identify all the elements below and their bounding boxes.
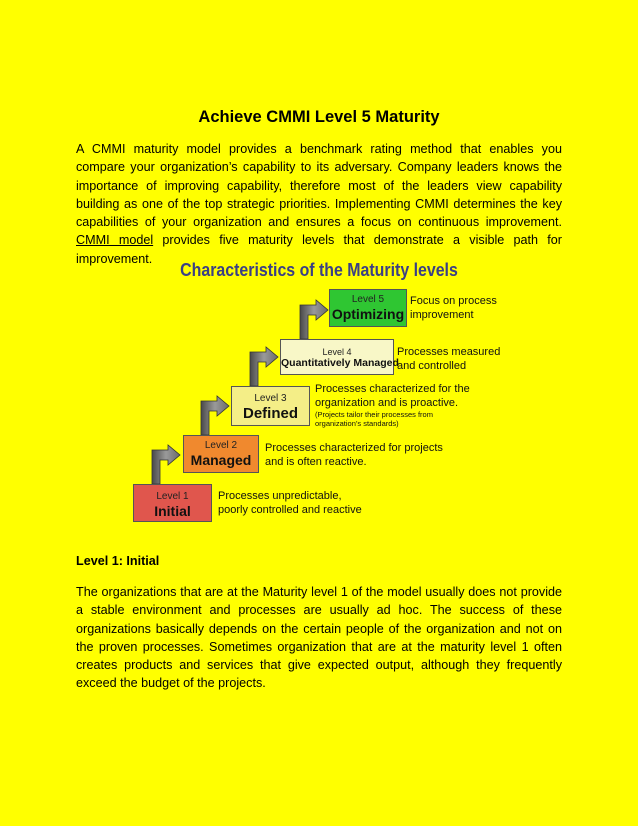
level-4-description: Processes measured and controlled: [397, 346, 501, 372]
diagram-title: Characteristics of the Maturity levels: [180, 259, 458, 280]
level-5-box: [329, 289, 407, 327]
step-up-arrow-icon: [250, 347, 278, 386]
level-3-note-cont: organization’s standards): [315, 419, 399, 428]
level-number: Level 5: [351, 294, 385, 305]
step-up-arrow-icon: [300, 300, 328, 339]
intro-text: A CMMI maturity model provides a benchmark rating method that enables you compare your organization’s capability to its adversary. Company leaders knows the importance of improving capability, therefore most of the leaders view capability building as one of the top strategic priorities. Implementing CMMI determines the key capabilities of your organization and ensures a focus on continuous improvement.: [76, 142, 562, 230]
level-number: Level 1: [156, 491, 189, 502]
level-name: Managed: [190, 452, 252, 468]
level-4-box: [280, 339, 399, 375]
section-heading: Level 1: Initial: [76, 554, 160, 568]
level-number: Level 3: [254, 393, 287, 404]
step-up-arrow-icon: [152, 445, 180, 484]
level-2-description: Processes characterized for projects and is often reactive.: [265, 442, 443, 468]
level-name: Quantitatively Managed: [281, 357, 399, 369]
intro-paragraph: [76, 140, 562, 268]
level-3-description: Processes characterized for the organization and is proactive. (Projects tailor their processes from organization’s standards): [315, 383, 470, 428]
level-1-box: [133, 484, 212, 522]
level-name: Optimizing: [331, 306, 405, 322]
intro-text-end: provides five maturity levels that demonstrate a visible path for improvement.: [76, 233, 562, 266]
step-up-arrow-icon: [201, 396, 229, 435]
level-3-box: [231, 386, 310, 426]
level-1-description: Processes unpredictable, poorly controlled and reactive: [218, 490, 362, 516]
level-number: Level 4: [322, 347, 352, 357]
level-number: Level 2: [204, 440, 238, 451]
cmmi-model-link[interactable]: CMMI model: [76, 233, 154, 248]
page-title: Achieve CMMI Level 5 Maturity: [198, 108, 440, 126]
level-name: Initial: [154, 503, 191, 519]
level-name: Defined: [242, 405, 298, 422]
level-3-note: (Projects tailor their processes from: [315, 410, 433, 419]
level-5-description: Focus on process improvement: [410, 295, 497, 321]
section-paragraph: The organizations that are at the Maturity level 1 of the model usually does not provide a stable environment and processes are usually ad hoc. The success of these organizations basically depends on the certain people of the organization and not on the proven processes. Sometimes organization that are at the maturity level 1 often creates products and services that give expected output, although they frequently exceed the budget of the projects.: [76, 585, 562, 691]
level-2-box: [183, 435, 259, 473]
